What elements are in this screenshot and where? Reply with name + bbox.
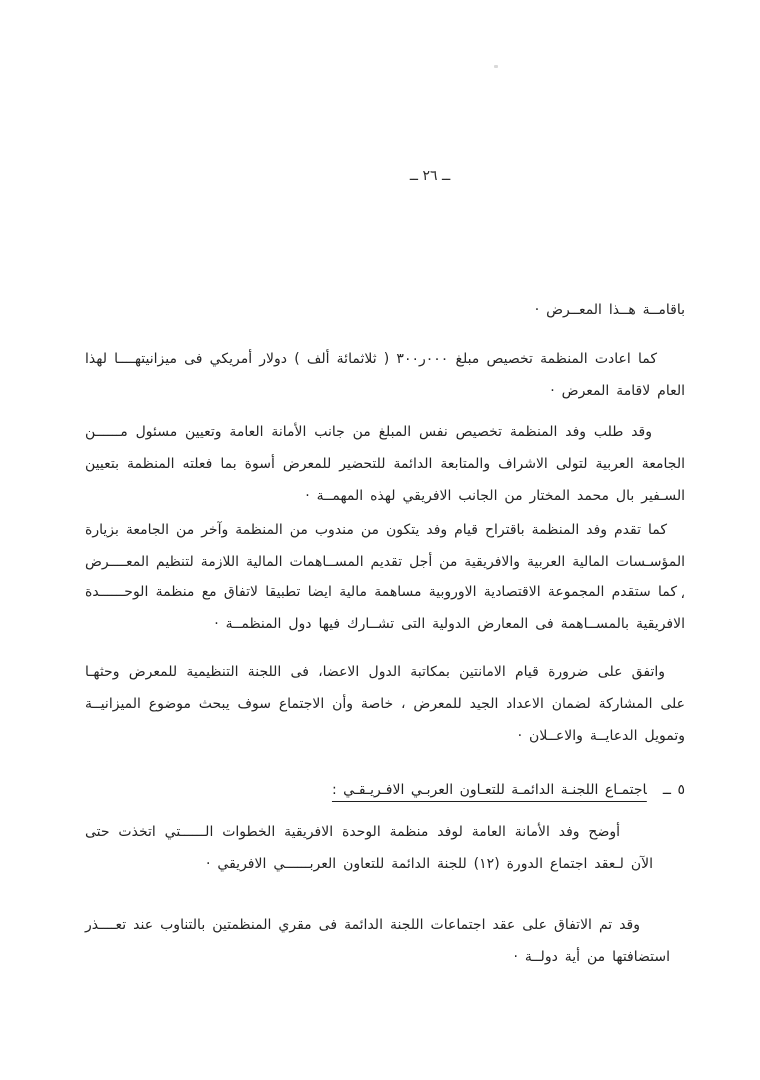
paragraph-exhibit-continuation: باقامــة هــذا المعــرض · — [534, 302, 685, 318]
paragraph-eec-contribution: كما ستقدم المجموعة الاقتصادية الاوروبية مساهمة مالية ايضا تطبيقا لاتفاق مع منظمة الوحــــــدة الافريقية بالمســاهمة فى المعارض الدولية التى تشــارك فيها دول المنظمــة · — [85, 584, 685, 632]
paragraph-secretariat-explanation: أوضح وفد الأمانة العامة لوفد منظمة الوحدة الافريقية الخطوات الــــــتي اتخذت حتى الآن لـعقد اجتماع الدورة (١٢) للجنة الدائمة للتعاون العربــــــي الافريقي · — [85, 824, 653, 872]
paragraph-delegation-request: وقد طلب وفد المنظمة تخصيص نفس المبلغ من جانب الأمانة العامة وتعيين مسئول مــــــن الجامعة العربية لتولى الاشراف والمتابعة الدائمة للتحضير للمعرض أسوة بما فعلته المنظمة بتعيين السـفير بال محمد المختار من الجانب الافريقي لهذه المهمــة · — [85, 424, 685, 504]
paragraph-budget-allocation: كما اعادت المنظمة تخصيص مبلغ ‭٣٠٠ر٠٠٠‬ ( ثلاثمائة ألف ) دولار أمريكي فى ميزانيتهــــا لهذا العام لاقامة المعرض · — [85, 351, 685, 399]
scan-artifact — [494, 65, 498, 68]
section-title: اجتمـاع اللجنـة الدائمـة للتعـاون العربـي الافـريـقـي : — [331, 782, 647, 798]
paragraph-meeting-rotation: وقد تم الاتفاق على عقد اجتماعات اللجنة الدائمة فى مقري المنظمتين بالتناوب عند تعــــذر استضافتها من أية دولــة · — [85, 917, 670, 965]
paragraph-member-states-correspondence: واتفق على ضرورة قيام الامانتين بمكاتبة الدول الاعضا، فى اللجنة التنظيمية للمعرض وحثهـا على المشاركة لضمان الاعداد الجيد للمعرض ، خاصة وأن الاجتماع سوف يبحث موضوع الميزانيــة وتمويل الدعايــة والاعــلان · — [85, 664, 685, 744]
page-number: ــ ٢٦ ــ — [409, 168, 451, 184]
section-heading — [85, 774, 685, 806]
section-number: ٥ ــ — [662, 782, 685, 798]
paragraph-visit-proposal: كما تقدم وفد المنظمة باقتراح قيام وفد يتكون من مندوب من المنظمة وآخر من الجامعة بزيارة المؤسـسات المالية العربية والافريقية من أجل تقديم المســاهمات المالية اللازمة لتنظيم المعــــرض ، — [85, 522, 685, 602]
